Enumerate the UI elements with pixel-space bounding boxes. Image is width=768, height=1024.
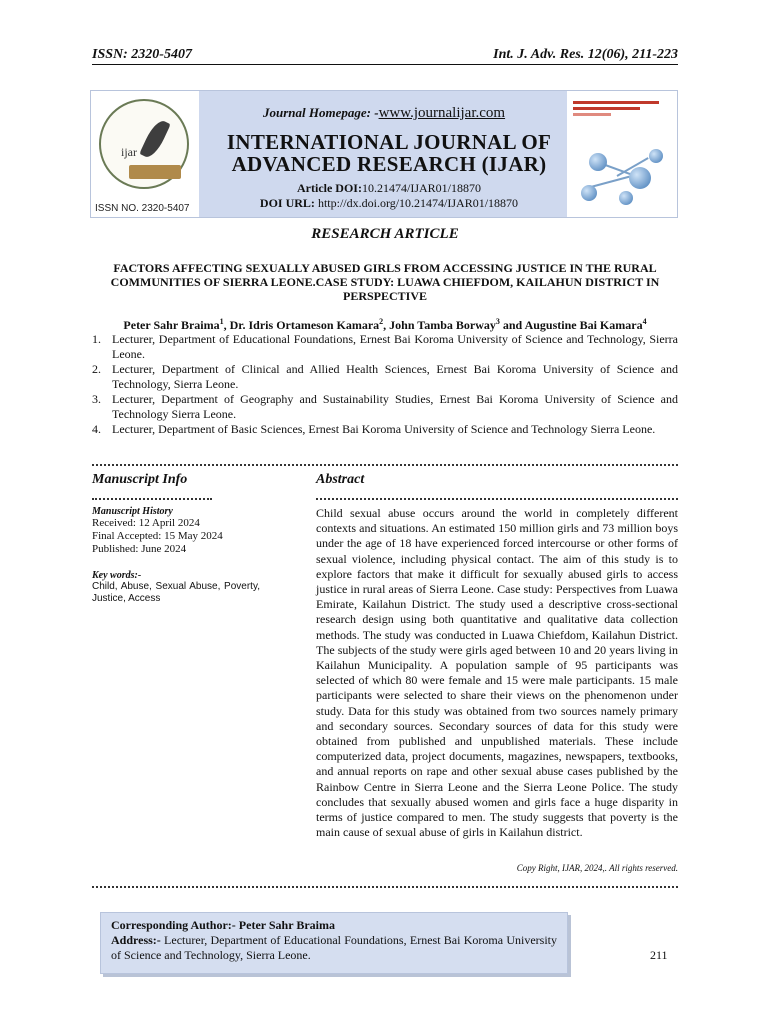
keywords-heading: Key words:- bbox=[92, 570, 142, 581]
journal-cover-image bbox=[567, 91, 677, 217]
running-header bbox=[92, 47, 678, 65]
keywords: Child, Abuse, Sexual Abuse, Poverty, Justice, Access bbox=[92, 581, 260, 604]
logo-issn: ISSN NO. 2320-5407 bbox=[95, 203, 190, 214]
homepage-link[interactable]: www.journalijar.com bbox=[378, 105, 506, 121]
article-title: FACTORS AFFECTING SEXUALLY ABUSED GIRLS FROM ACCESSING JUSTICE IN THE RURAL COMMUNITIES OF SIERRA LEONE.CASE STUDY: LUAWA CHIEFDOM, KAILAHUN DISTRICT IN PERSPECTIVE bbox=[110, 261, 660, 303]
journal-title: INTERNATIONAL JOURNAL OF ADVANCED RESEARCH (IJAR) bbox=[226, 130, 552, 176]
author-affiliation-mark: 1 bbox=[219, 317, 224, 326]
affiliation-item: 3. Lecturer, Department of Geography and Sustainability Studies, Ernest Bai Koroma University of Science and Technology Sierra Leone. bbox=[92, 392, 678, 421]
article-doi-value: 10.21474/IJAR01/18870 bbox=[361, 181, 481, 195]
doi-url-link[interactable]: http://dx.doi.org/10.21474/IJAR01/18870 bbox=[317, 196, 519, 210]
section-divider bbox=[92, 878, 678, 888]
logo-seal-icon bbox=[99, 99, 189, 189]
journal-banner bbox=[90, 90, 678, 218]
manuscript-info-heading: Manuscript Info bbox=[92, 472, 188, 487]
author-list: Peter Sahr Braima$^1$, Dr. Idris Ortameson Kamara$^2$, John Tamba Borway$^3$ and Augustine Bai Kamara$^4$ bbox=[123, 317, 647, 332]
author-affiliation-mark: 4 bbox=[642, 317, 647, 326]
accepted-date: Final Accepted: 15 May 2024 bbox=[92, 530, 223, 542]
corresponding-author-box bbox=[100, 912, 568, 974]
heading-divider bbox=[92, 492, 212, 500]
issn-label: ISSN: 2320-5407 bbox=[92, 47, 192, 62]
cover-title-lines bbox=[573, 101, 669, 119]
book-icon bbox=[129, 165, 181, 179]
abstract-section bbox=[316, 472, 678, 840]
journal-reference: Int. J. Adv. Res. 12(06), 211-223 bbox=[493, 47, 678, 62]
homepage-label: Journal Homepage: - bbox=[263, 105, 379, 120]
corresponding-author-title: Corresponding Author:- Peter Sahr Braima bbox=[111, 918, 335, 932]
section-divider bbox=[92, 456, 678, 466]
doi-url-label: DOI URL: bbox=[259, 196, 315, 210]
affiliation-item: 1. Lecturer, Department of Educational Foundations, Ernest Bai Koroma University of Science and Technology, Sierra Leone. bbox=[92, 332, 678, 361]
author-name: John Tamba Borway bbox=[389, 318, 496, 332]
manuscript-info bbox=[92, 472, 260, 605]
article-doi bbox=[211, 181, 567, 196]
article-type: RESEARCH ARTICLE bbox=[311, 226, 459, 242]
abstract-body: Child sexual abuse occurs around the world in completely different contexts and situations. An estimated 150 million girls and 73 million boys under the age of 18 have experienced forced intercourse or other forms of sexual violence, including physical contact. The aim of this study is to explore factors that make it difficult for sexually abused girls to access justice in rural areas of Sierra Leone. Case study: Perspectives from Luawa Emirate, Kailahun District. The study used a descriptive cross-sectional research design using both quantitative and qualitative data collection methods. The study was conducted in Luawa Chiefdom, Kailahun District. The subjects of the study were girls aged between 10 and 20 years living in Kailahun Municipality. A population sample of 95 participants was selected of which 80 were female and 15 were male participants. 15 male participants were selected to share their views on the phenomenon under study. Data for this study was obtained from two sources namely primary and secondary sources. Secondary sources of data for this study were obtained from published and unpublished materials. These include computerized data, project documents, magazines, newspapers, textbooks, and annual reports on rape and other sexual abuse cases published by the Rainbow Centre in Sierra Leone and the Sierra Leone Police. The study concludes that sexually abused women and girls face a huge disparity in terms of justice compared to men. The study suggests that poverty is the main cause of sexual abuse of girls in Kailahun district. bbox=[316, 506, 678, 840]
doi-url bbox=[211, 196, 567, 211]
copyright-notice: Copy Right, IJAR, 2024,. All rights reserved. bbox=[516, 863, 678, 873]
molecule-icon bbox=[589, 153, 607, 171]
journal-logo bbox=[91, 91, 199, 217]
author-affiliation-mark: 3 bbox=[495, 317, 500, 326]
affiliation-list bbox=[92, 332, 678, 437]
affiliation-item: 2. Lecturer, Department of Clinical and Allied Health Sciences, Ernest Bai Koroma University of Science and Technology, Sierra Leone. bbox=[92, 362, 678, 391]
journal-homepage bbox=[263, 105, 505, 122]
author-name: Peter Sahr Braima bbox=[123, 318, 220, 332]
address-label: Address:- bbox=[111, 933, 161, 947]
heading-divider bbox=[316, 492, 678, 500]
received-date: Received: 12 April 2024 bbox=[92, 517, 200, 529]
published-date: Published: June 2024 bbox=[92, 543, 187, 555]
page-number: 211 bbox=[650, 948, 668, 962]
corresponding-author-address bbox=[111, 933, 557, 963]
quill-icon bbox=[139, 117, 170, 160]
manuscript-history-heading: Manuscript History bbox=[92, 506, 173, 517]
author-name: Augustine Bai Kamara bbox=[524, 318, 643, 332]
logo-wordmark: ijar bbox=[121, 145, 137, 159]
author-name: Dr. Idris Ortameson Kamara bbox=[229, 318, 380, 332]
abstract-heading: Abstract bbox=[316, 472, 365, 487]
affiliation-item: 4. Lecturer, Department of Basic Sciences, Ernest Bai Koroma University of Science and Technology Sierra Leone. bbox=[92, 422, 656, 436]
author-affiliation-mark: 2 bbox=[379, 317, 384, 326]
article-doi-label: Article DOI: bbox=[297, 181, 362, 195]
address-text: Lecturer, Department of Educational Foundations, Ernest Bai Koroma University of Science and Technology, Sierra Leone. bbox=[111, 933, 557, 962]
